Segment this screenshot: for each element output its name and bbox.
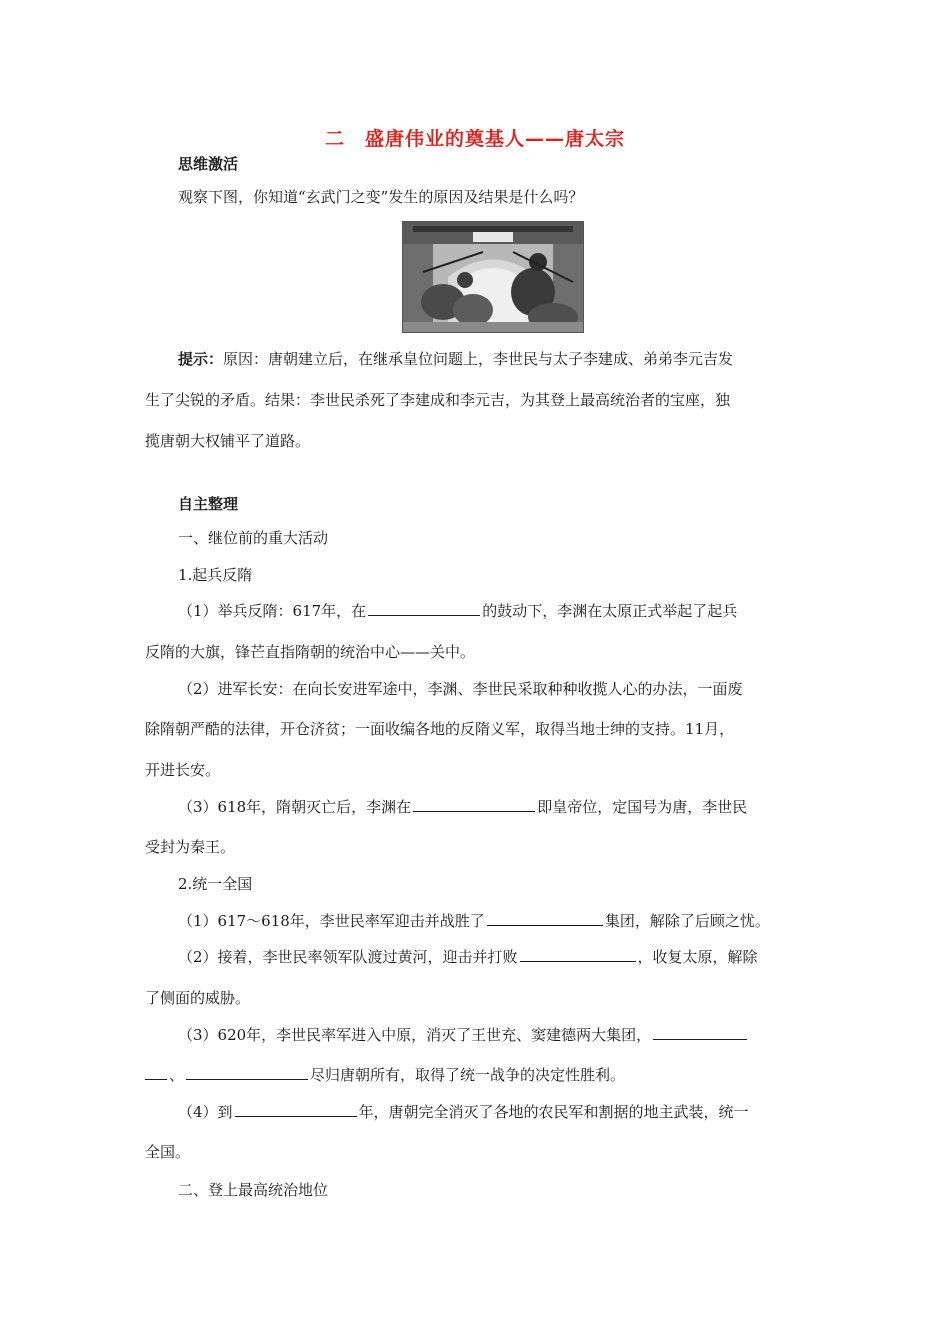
fill-blank-4[interactable]: [520, 947, 636, 962]
item-1b-line-2: 除隋朝严酷的法律，开仓济贫；一面收编各地的反隋义军，取得当地士绅的支持。11月，: [145, 720, 735, 738]
item-1a: （1）举兵反隋：617年，在 的鼓动下，李渊在太原正式举起了起兵: [178, 602, 738, 620]
hint-line-1: 提示：原因：唐朝建立后，在继承皇位问题上，李世民与太子李建成、弟弟李元吉发: [178, 350, 734, 368]
sub-heading-2: 2.统一全国: [178, 875, 253, 893]
item-2b: （2）接着，李世民率领军队渡过黄河，迎击并打败 ，收复太原，解除: [178, 948, 758, 966]
title-number: 二: [324, 128, 345, 150]
item-1c: （3）618年，隋朝灭亡后，李渊在 即皇帝位，定国号为唐，李世民: [178, 798, 748, 816]
sub-heading-1: 1.起兵反隋: [178, 566, 253, 584]
item-1c-line-2: 受封为秦王。: [145, 838, 236, 856]
fill-blank-1[interactable]: [368, 601, 480, 616]
hint-line-2: 生了尖锐的矛盾。结果：李世民杀死了李建成和李元吉，为其登上最高统治者的宝座，独: [145, 391, 731, 409]
item-2b-line-2: 了侧面的威胁。: [145, 989, 251, 1007]
question-text: 观察下图，你知道“玄武门之变”发生的原因及结果是什么吗？: [178, 188, 584, 206]
title-text: 盛唐伟业的奠基人——唐太宗: [365, 128, 626, 150]
item-2c: （3）620年，李世民率军进入中原，消灭了王世充、窦建德两大集团，: [178, 1024, 749, 1045]
item-1b-line-3: 开进长安。: [145, 761, 221, 779]
item-2d: （4）到 年，唐朝完全消灭了各地的农民军和割据的地主武装，统一: [178, 1103, 749, 1121]
palace-battle-illustration-icon: [403, 222, 583, 332]
item-1a-line-2: 反隋的大旗，锋芒直指隋朝的统治中心——关中。: [145, 643, 476, 661]
fill-blank-5a[interactable]: [653, 1025, 747, 1040]
fill-blank-5b[interactable]: [145, 1065, 167, 1080]
item-2d-line-2: 全国。: [145, 1143, 191, 1161]
section-heading-self-study: 自主整理: [178, 495, 239, 513]
fill-blank-6[interactable]: [186, 1065, 308, 1080]
item-1b-line-1: （2）进军长安：在向长安进军途中，李渊、李世民采取种种收揽人心的办法，一面废: [178, 680, 743, 698]
item-2a: （1）617～618年，李世民率军迎击并战胜了 集团，解除了后顾之忧。: [178, 912, 770, 930]
item-2c-line-2: 、 尽归唐朝所有，取得了统一战争的决定性胜利。: [145, 1064, 625, 1085]
part-1-heading: 一、继位前的重大活动: [178, 529, 329, 547]
page-title: [0, 124, 950, 151]
fill-blank-3[interactable]: [487, 911, 603, 926]
part-2-heading: 二、登上最高统治地位: [178, 1181, 329, 1199]
section-heading-activation: 思维激活: [178, 155, 239, 173]
xuanwu-gate-illustration: [402, 221, 584, 333]
fill-blank-7[interactable]: [235, 1102, 357, 1117]
fill-blank-2[interactable]: [413, 797, 535, 812]
hint-line-3: 揽唐朝大权铺平了道路。: [145, 432, 311, 450]
hint-label: 提示：: [178, 350, 224, 368]
